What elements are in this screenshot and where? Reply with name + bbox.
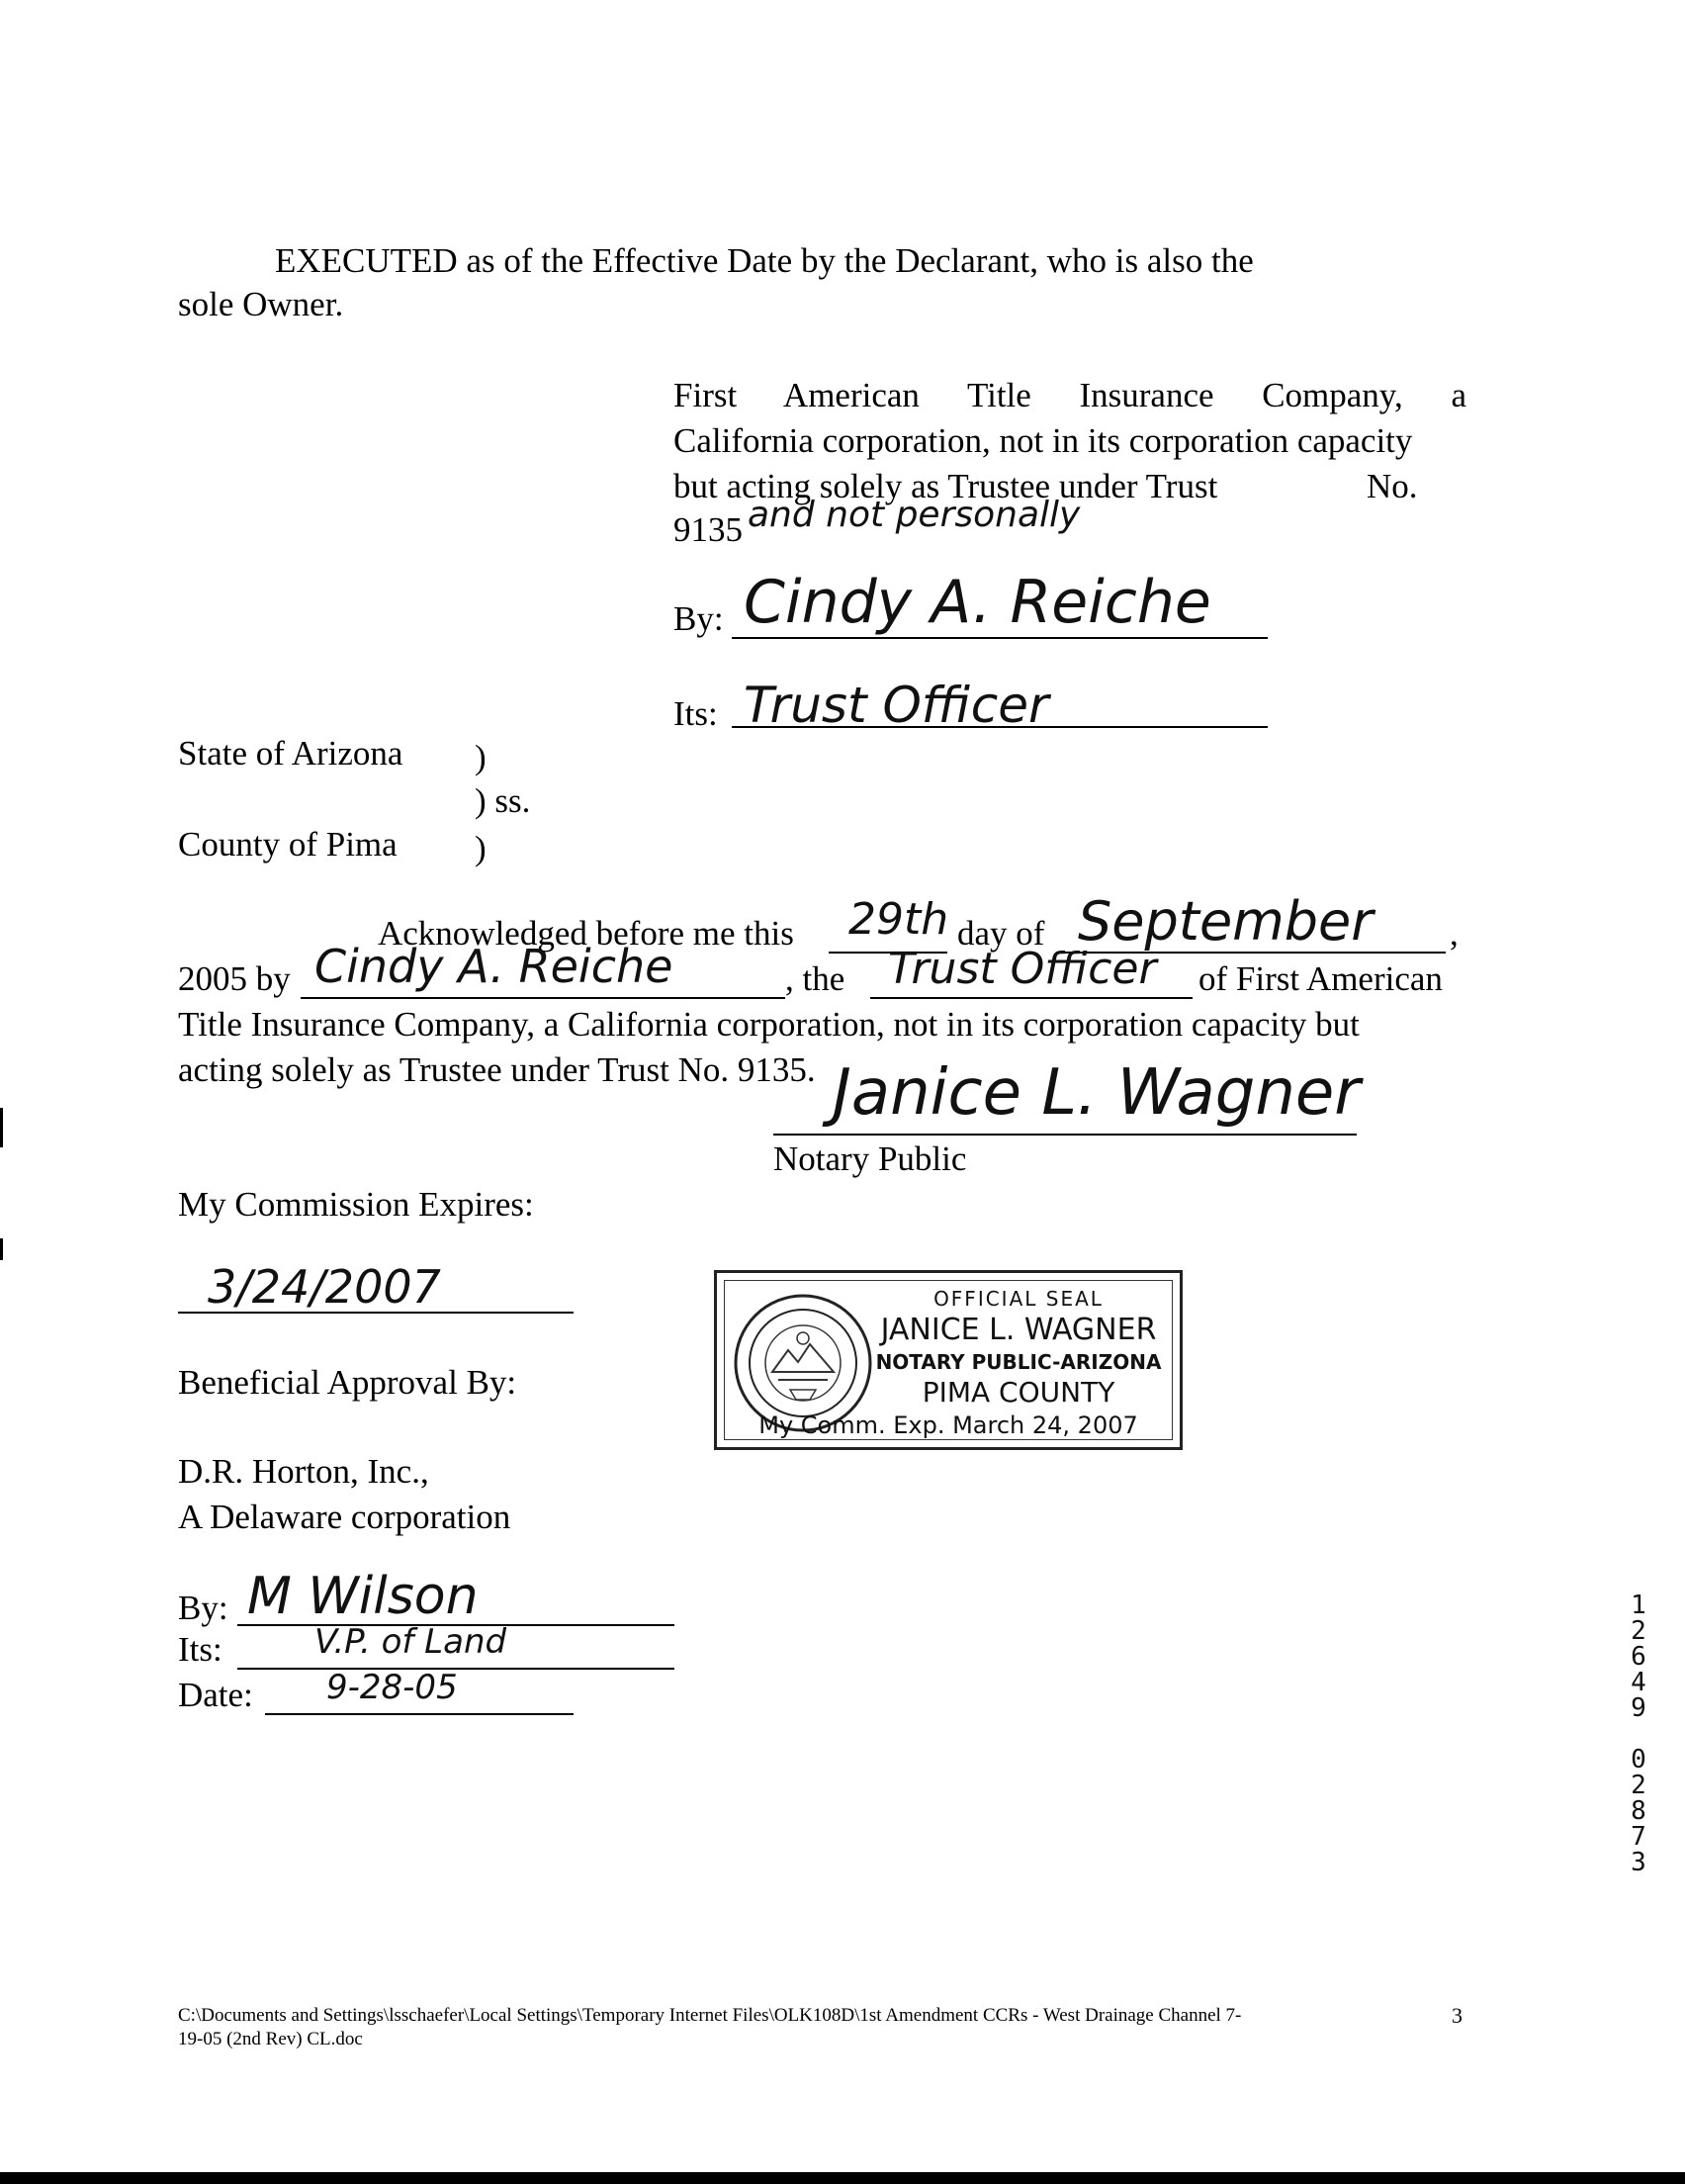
ack-line-1-start: Acknowledged before me this (378, 914, 794, 953)
approval-by-signature: M Wilson (247, 1567, 479, 1626)
scan-bottom-edge (0, 2172, 1685, 2184)
page-number: 3 (1452, 2003, 1463, 2028)
commission-date: 3/24/2007 (208, 1260, 441, 1314)
seal-line-5: My Comm. Exp. March 24, 2007 (758, 1411, 1138, 1439)
notary-signature-line (773, 1134, 1357, 1136)
seal-line-2: JANICE L. WAGNER (880, 1313, 1157, 1347)
approval-date-label: Date: (178, 1676, 253, 1714)
venue-county: County of Pima (178, 825, 398, 864)
approval-corporation: A Delaware corporation (178, 1498, 511, 1536)
ack-year-by: 2005 by (178, 959, 291, 998)
ack-the: , the (785, 959, 845, 998)
seal-line-1: OFFICIAL SEAL (933, 1287, 1104, 1311)
venue-paren-2: ) (475, 829, 487, 867)
ack-line-4: acting solely as Trustee under Trust No. 9135. (178, 1050, 816, 1089)
ack-day-of: day of (957, 914, 1045, 953)
seal-line-4: PIMA COUNTY (922, 1376, 1115, 1409)
ack-comma: , (1450, 914, 1459, 953)
ack-line-3: Title Insurance Company, a California corporation, not in its corporation capacity but (178, 1005, 1360, 1044)
ack-of-company: of First American (1198, 959, 1443, 998)
trustee-its-value: Trust Officer (744, 677, 1049, 734)
notary-signature: Janice L. Wagner (833, 1056, 1361, 1130)
approval-its-label: Its: (178, 1630, 222, 1669)
approval-label: Beneficial Approval By: (178, 1363, 517, 1402)
notary-public-label: Notary Public (773, 1139, 967, 1178)
footer-file-path-1: C:\Documents and Settings\lsschaefer\Local Settings\Temporary Internet Files\OLK108D\1st Amendment CCRs - West Drainage Channel 7- (178, 2005, 1242, 2026)
approval-date-line (265, 1713, 574, 1715)
seal-line-3: NOTARY PUBLIC-ARIZONA (875, 1350, 1162, 1374)
ack-name: Cindy A. Reiche (314, 940, 673, 993)
trustee-by-signature: Cindy A. Reiche (744, 568, 1211, 637)
commission-label: My Commission Expires: (178, 1185, 534, 1224)
venue-ss: ) ss. (475, 781, 531, 820)
venue-state: State of Arizona (178, 734, 403, 773)
scan-edge-mark-1 (0, 1108, 3, 1147)
ack-title-line (870, 997, 1193, 999)
official-seal-stamp (714, 1270, 1183, 1450)
ack-month: September (1078, 890, 1374, 953)
venue-paren-1: ) (475, 738, 487, 776)
trustee-by-label: By: (673, 599, 724, 638)
ack-day: 29th (848, 894, 949, 945)
approval-date-value: 9-28-05 (326, 1668, 458, 1707)
executed-line-2: sole Owner. (178, 285, 344, 323)
approval-its-value: V.P. of Land (314, 1622, 507, 1662)
footer-file-path-2: 19-05 (2nd Rev) CL.doc (178, 2029, 363, 2049)
executed-line-1: EXECUTED as of the Effective Date by the Declarant, who is also the (275, 241, 1254, 280)
trustee-its-line (732, 726, 1268, 728)
trustee-its-label: Its: (673, 694, 718, 733)
ack-name-line (301, 997, 785, 999)
trust-number: 9135 (673, 510, 743, 549)
trustee-line-1: First American Title Insurance Company, a (673, 376, 1466, 414)
recording-number: 1 2 6 4 9 0 2 8 7 3 (1631, 1591, 1646, 1877)
trustee-line-2: California corporation, not in its corporation capacity (673, 421, 1413, 460)
trustee-by-line (732, 637, 1268, 639)
scan-edge-mark-2 (0, 1238, 3, 1260)
approval-by-label: By: (178, 1589, 228, 1627)
approval-company: D.R. Horton, Inc., (178, 1452, 429, 1491)
trustee-line-3: but acting solely as Trustee under Trust (673, 467, 1218, 505)
handwritten-not-personally: and not personally (748, 495, 1081, 535)
ack-title: Trust Officer (888, 944, 1157, 994)
trustee-line-3-no: No. (1367, 467, 1418, 505)
commission-date-line (178, 1312, 574, 1314)
